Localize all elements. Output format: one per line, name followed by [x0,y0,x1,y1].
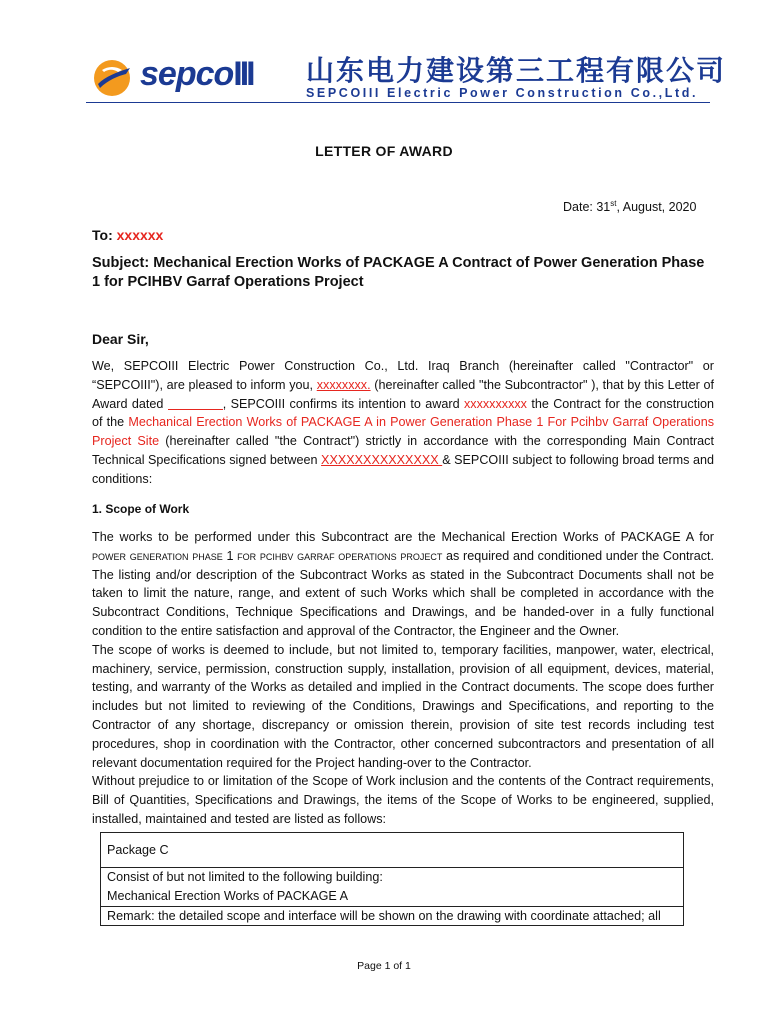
recipient-line: To: xxxxxx [92,227,164,243]
scope-paragraph: The works to be performed under this Subcontract are the Mechanical Erection Works of PACKAGE A for power generation phase 1 for pcihbv garraf operations project as required and conditioned under the Contract. The listing and/or description of the Subcontract Works as stated in the Subcontract Documents shall not be taken to limit the nature, range, and extent of such Works which shall be completed in accordance with the Subcontract Conditions, Technique Specifications and Drawings, and be handed-over in a fully functional condition to the entire satisfaction and approval of the Contractor, the Engineer and the Owner. The scope of works is deemed to include, but not limited to, temporary facilities, manpower, water, electrical, machinery, service, permission, construction supply, installation, provision of all equipment, devices, material, testing, and warranty of the Works as detailed and implied in the Contract documents. The scope does further includes but not limited to reviewing of the Conditions, Drawings and Specifications, and reporting to the Contractor of any shortage, discrepancy or omission therein, provision of site test records including test procedures, shop in coordination with the Contractor, other concerned subcontractors and presentation of all relevant documentation required for the Project handing-over to the Contractor. Without prejudice to or limitation of the Scope of Work inclusion and the contents of the Contract requirements, Bill of Quantities, Specifications and Drawings, the items of the Scope of Works to be engineered, supplied, installed, maintained and tested are listed as follows: [92,530,714,826]
contract-party: XXXXXXXXXXXXXX [321,452,443,467]
subcontractor-name: xxxxxxxx. [316,377,371,392]
company-name-chinese: 山东电力建设第三工程有限公司 [306,54,727,87]
table-cell: Remark: the detailed scope and interface will be shown on the drawing with coordinate attached; all [101,906,684,926]
section-heading-scope: 1. Scope of Work [92,502,190,516]
subject-line: Subject: Mechanical Erection Works of PACKAGE A Contract of Power Generation Phase 1 for PCIHBV Garraf Operations Project [92,255,705,290]
works-description: Mechanical Erection Works of PACKAGE A in Power Generation Phase 1 For Pcihbv Garraf Operations Project Site [92,415,714,449]
table-row [101,906,684,926]
table-cell: Package C [101,833,684,868]
table-row [101,868,684,907]
date-blank [168,397,223,410]
document-title: LETTER OF AWARD [315,143,453,159]
company-name-english: SEPCOIII Electric Power Construction Co.,Ltd. [306,86,699,100]
letter-date: Date: 31st, August, 2020 [563,199,697,215]
page-number: Page 1 of 1 [357,960,411,972]
recipient-name: xxxxxx [116,227,164,243]
table-row [101,833,684,868]
header-divider [86,102,710,103]
company-logo [92,52,727,102]
intro-paragraph: We, SEPCOIII Electric Power Construction Co., Ltd. Iraq Branch (hereinafter called "Contractor" or “SEPCOIII"), are pleased to inform you, xxxxxxxx. (hereinafter called "the Subcontractor" ), that by this Letter of Award dated , SEPCOIII confirms its intention to award xxxxxxxxxx the Contract for the construction of the Mechanical Erection Works of PACKAGE A in Power Generation Phase 1 For Pcihbv Garraf Operations Project Site (hereinafter called "the Contract") strictly in accordance with the corresponding Main Contract Technical Specifications signed between XXXXXXXXXXXXXX & SEPCOIII subject to following broad terms and conditions: [92,359,714,486]
salutation: Dear Sir, [92,331,149,347]
sepco-emblem-icon [92,58,136,98]
award-reference: xxxxxxxxxx [463,396,527,411]
scope-table [100,832,684,926]
brand-wordmark: sepcoIII [140,55,253,93]
table-cell: Consist of but not limited to the following building: Mechanical Erection Works of PACKAGE A [101,868,684,907]
